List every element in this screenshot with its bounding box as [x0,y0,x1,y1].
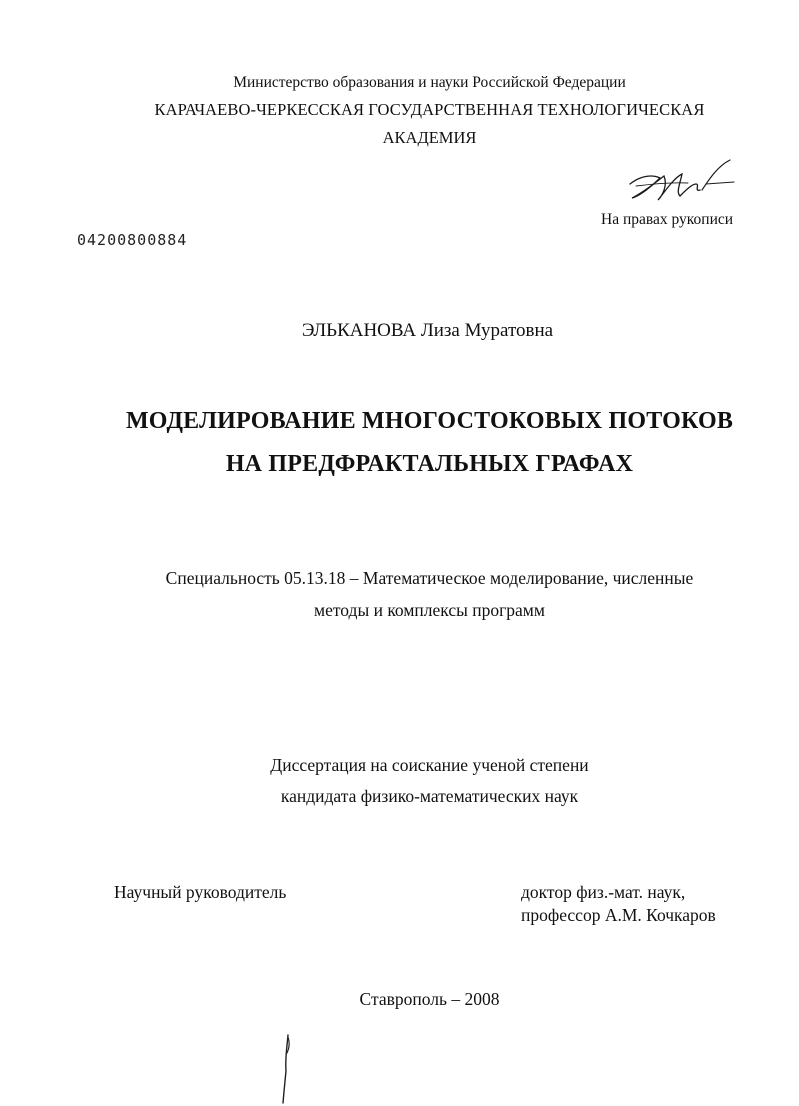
supervisor-name: профессор А.М. Кочкаров [521,905,716,925]
specialty-line2: методы и комплексы программ [314,600,545,620]
author-name: ЭЛЬКАНОВА Лиза Муратовна [301,320,554,341]
city-year: Ставрополь – 2008 [359,989,500,1009]
specialty-line1: Специальность 05.13.18 – Математическое моделирование, численные [165,568,694,588]
dissertation-degree-line1: Диссертация на соискание ученой степени [270,755,589,775]
supervisor-degree: доктор физ.-мат. наук, [521,882,686,902]
supervisor-label: Научный руководитель [114,882,287,902]
dissertation-degree-line2: кандидата физико-математических наук [280,786,579,806]
archive-stamp-number: 04200800884 [77,231,188,249]
scan-mark [276,1033,298,1106]
thesis-title-line1: МОДЕЛИРОВАНИЕ МНОГОСТОКОВЫХ ПОТОКОВ [125,408,734,434]
thesis-title-line2: НА ПРЕДФРАКТАЛЬНЫХ ГРАФАХ [225,451,634,477]
signature-icon [622,156,737,206]
manuscript-rights-note: На правах рукописи [601,211,734,228]
academy-name-line1: КАРАЧАЕВО-ЧЕРКЕССКАЯ ГОСУДАРСТВЕННАЯ ТЕХНОЛОГИЧЕСКАЯ [154,100,705,119]
ministry-line: Министерство образования и науки Российской Федерации [233,74,626,91]
academy-name-line2: АКАДЕМИЯ [382,128,477,147]
